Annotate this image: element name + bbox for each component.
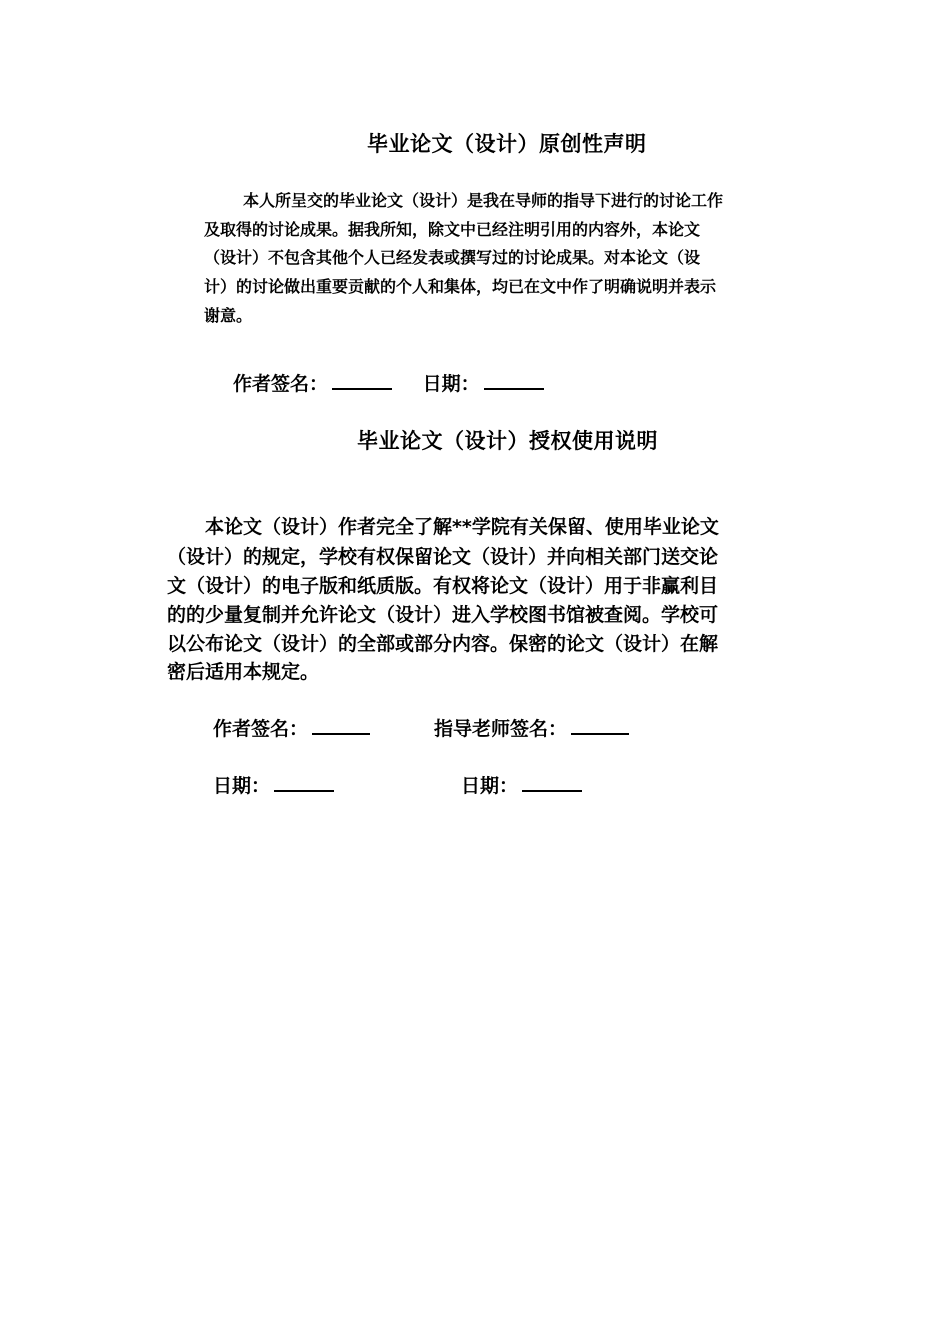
authorization-line-3: 文（设计）的电子版和纸质版。有权将论文（设计）用于非赢利目 (167, 575, 719, 597)
authorization-line-1: 本论文（设计）作者完全了解**学院有关保留、使用毕业论文 (205, 516, 719, 538)
date-label: 日期： (422, 373, 480, 395)
author-date-label: 日期： (213, 775, 271, 797)
authorization-line-5: 以公布论文（设计）的全部或部分内容。保密的论文（设计）在解 (167, 633, 719, 655)
authorization-title: 毕业论文（设计）授权使用说明 (357, 429, 658, 453)
authorization-advisor-signature (434, 714, 629, 741)
declaration-signature-row (233, 369, 544, 396)
advisor-signature-blank[interactable] (571, 715, 629, 735)
declaration-line-4: 计）的讨论做出重要贡献的个人和集体，均已在文中作了明确说明并表示 (204, 277, 717, 296)
author-signature-blank[interactable] (312, 715, 370, 735)
declaration-line-5: 谢意。 (204, 306, 253, 325)
authorization-line-2: （设计）的规定，学校有权保留论文（设计）并向相关部门送交论 (167, 546, 719, 568)
declaration-line-1: 本人所呈交的毕业论文（设计）是我在导师的指导下进行的讨论工作 (243, 191, 724, 210)
advisor-date-blank[interactable] (522, 772, 582, 792)
authorization-author-date (213, 771, 334, 798)
advisor-signature-label: 指导老师签名： (434, 718, 568, 740)
authorization-advisor-date (461, 771, 582, 798)
author-date-blank[interactable] (274, 772, 334, 792)
author-signature-label: 作者签名： (213, 718, 309, 740)
advisor-date-label: 日期： (461, 775, 519, 797)
date-blank[interactable] (484, 370, 544, 390)
declaration-line-3: （设计）不包含其他个人已经发表或撰写过的讨论成果。对本论文（设 (204, 248, 701, 267)
authorization-line-4: 的的少量复制并允许论文（设计）进入学校图书馆被查阅。学校可 (167, 604, 719, 626)
declaration-line-2: 及取得的讨论成果。据我所知，除文中已经注明引用的内容外，本论文 (204, 220, 701, 239)
author-signature-blank[interactable] (332, 370, 392, 390)
authorization-line-6: 密后适用本规定。 (167, 661, 320, 683)
authorization-author-signature (213, 714, 370, 741)
author-signature-label: 作者签名： (233, 373, 329, 395)
declaration-title: 毕业论文（设计）原创性声明 (367, 132, 647, 156)
